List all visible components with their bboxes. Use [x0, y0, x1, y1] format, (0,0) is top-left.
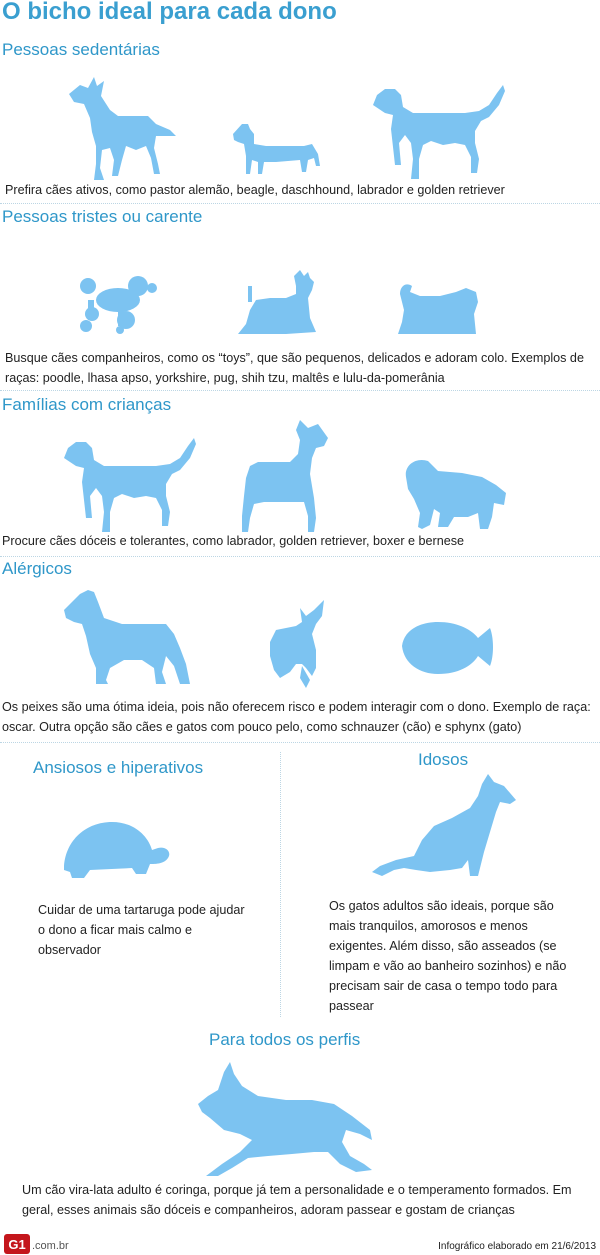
section-heading-tristes: Pessoas tristes ou carente [2, 207, 203, 226]
section-heading-familias: Famílias com crianças [2, 395, 172, 414]
sphynx-cat-silhouette [266, 598, 328, 690]
infographic-credit: Infográfico elaborado em 21/6/2013 [438, 1241, 596, 1252]
section-text-ansiosos: Cuidar de uma tartaruga pode ajudar o dono a ficar mais calmo e observador [38, 903, 245, 957]
cat-silhouette [370, 772, 518, 884]
section-text-idosos: Os gatos adultos são ideais, porque são mais tranquilos, amorosos e menos exigentes. Além disso, são asseados (se limpam e vão ao banheiro sozinhos) e não precisam sair de casa o tempo todo para passear [329, 899, 567, 1013]
section-heading-sedentarias: Pessoas sedentárias [2, 40, 160, 59]
section-heading-alergicos: Alérgicos [2, 559, 72, 578]
page-title: O bicho ideal para cada dono [2, 0, 337, 25]
divider [0, 742, 600, 743]
section-heading-ansiosos: Ansiosos e hiperativos [33, 758, 204, 777]
column-divider [280, 752, 281, 1017]
section-text-todos: Um cão vira-lata adulto é coringa, porque já tem a personalidade e o temperamento formados. Em geral, esses animais são dóceis e companheiros, adoram passear e gostam de crianças [22, 1183, 572, 1217]
g1-logo-text: G1 [8, 1237, 26, 1252]
bernese-silhouette [398, 455, 508, 533]
boxer-silhouette [234, 418, 332, 534]
german-shepherd-silhouette [66, 76, 181, 181]
section-text-alergicos: Os peixes são uma ótima ideia, pois não oferecem risco e podem interagir com o dono. Exemplo de raça: oscar. Outra opção são cães e gatos com pouco pelo, como schnauzer (cão) e sphynx (gato) [2, 700, 591, 734]
yorkshire-silhouette [236, 268, 320, 336]
divider [0, 203, 600, 204]
dachshund-silhouette [230, 120, 322, 178]
section-text-familias: Procure cães dóceis e tolerantes, como labrador, golden retriever, boxer e bernese [2, 534, 465, 548]
section-heading-todos: Para todos os perfis [209, 1030, 361, 1049]
turtle-silhouette [60, 816, 172, 882]
labrador-silhouette [371, 83, 509, 181]
g1-logo [4, 1234, 30, 1254]
section-text-sedentarias: Prefira cães ativos, como pastor alemão, beagle, daschhound, labrador e golden retriever [5, 183, 505, 197]
oscar-fish-silhouette [398, 618, 494, 676]
running-dog-silhouette [196, 1060, 376, 1178]
shih-tzu-silhouette [396, 278, 480, 336]
logo-domain: .com.br [32, 1240, 69, 1252]
divider [0, 390, 600, 391]
section-text-tristes: Busque cães companheiros, como os “toys”, que são pequenos, delicados e adoram colo. Exemplos de raças: poodle, lhasa apso, yorkshire, pug, shih tzu, maltês e lulu-da-pomerânia [5, 351, 584, 385]
labrador-silhouette [62, 438, 198, 534]
schnauzer-silhouette [62, 588, 192, 686]
section-heading-idosos: Idosos [418, 750, 469, 769]
divider [0, 556, 600, 557]
poodle-silhouette [78, 270, 160, 334]
